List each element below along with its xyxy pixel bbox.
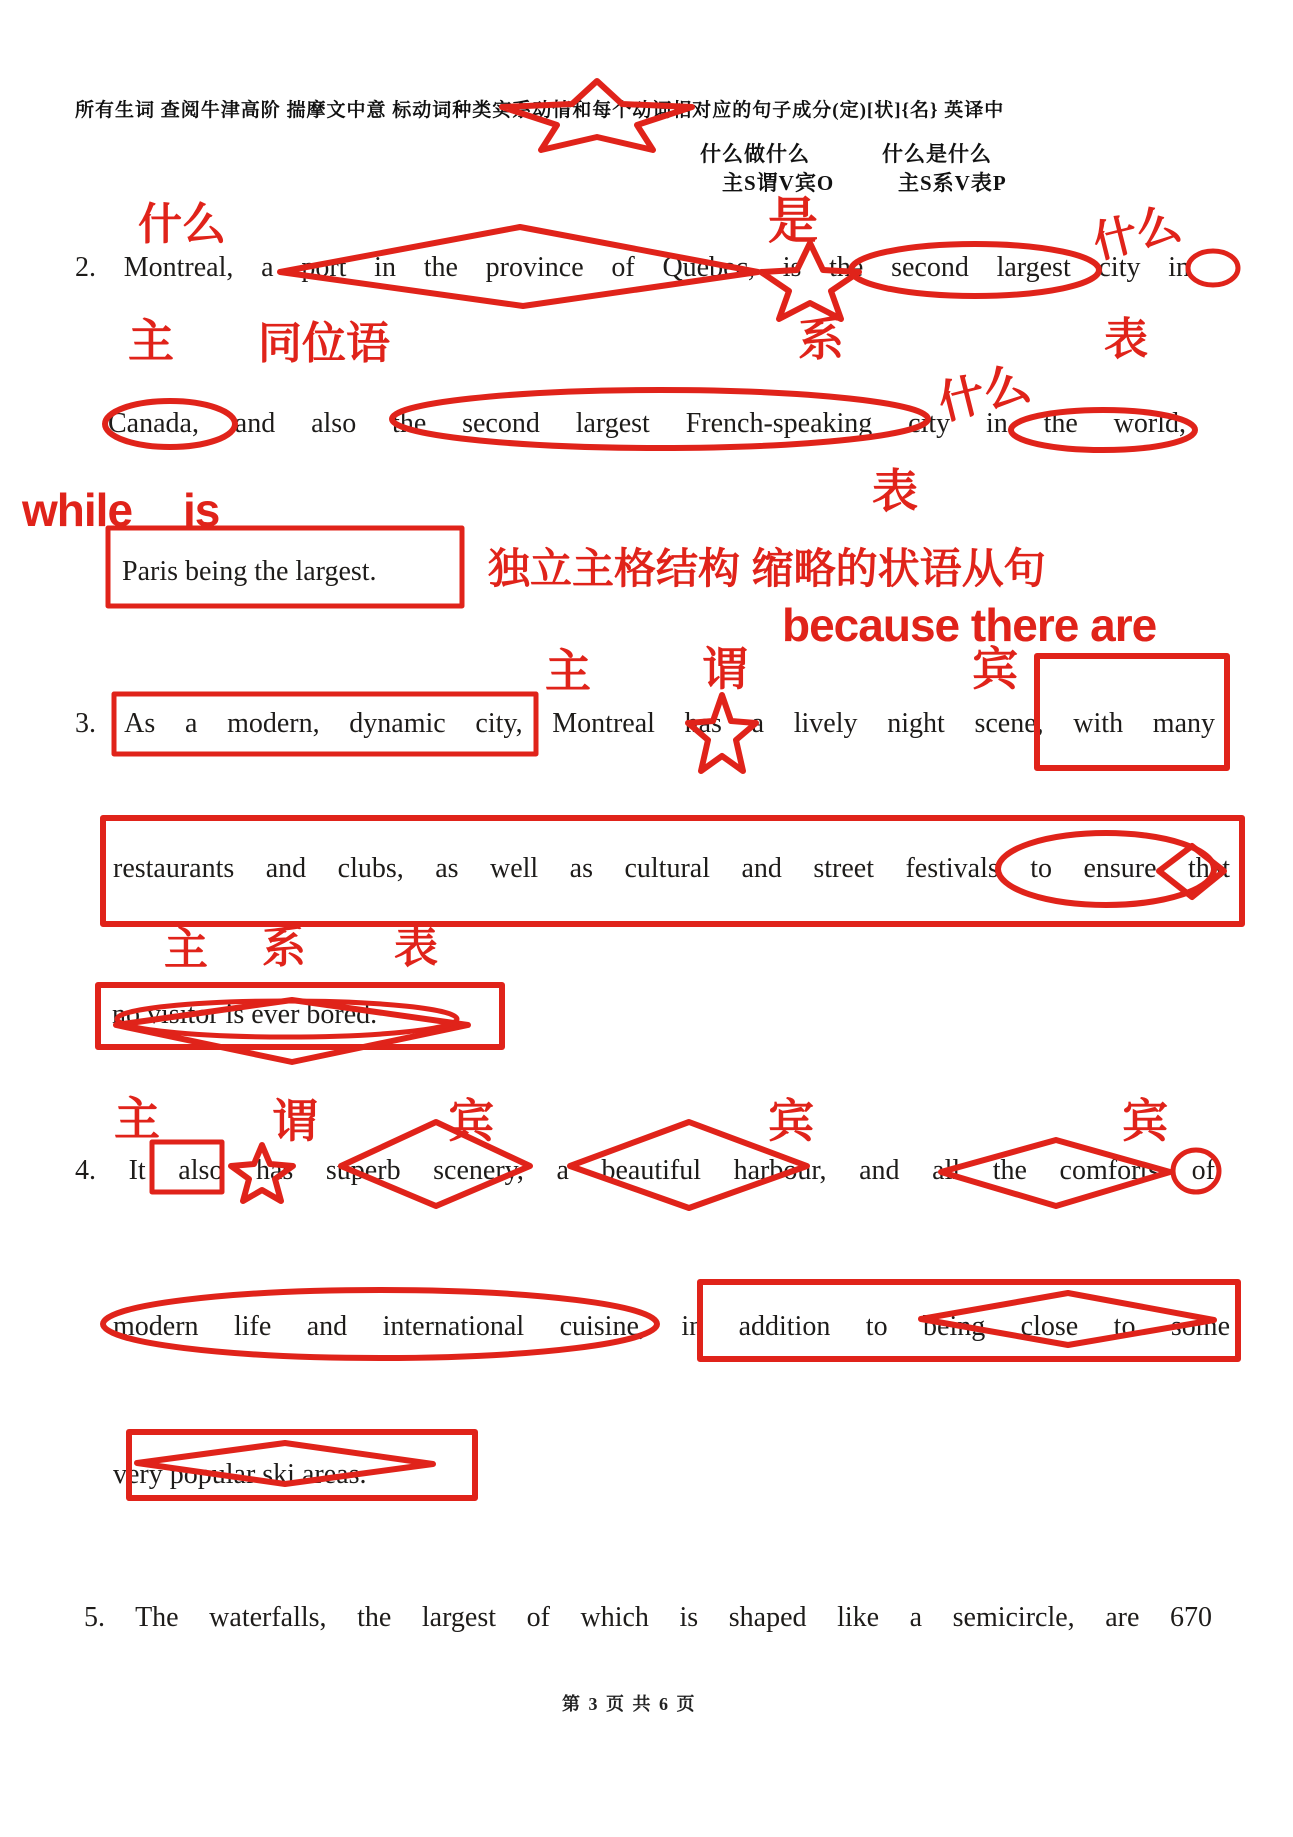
- sentence-4-line-1: 4. It also has superb scenery, a beautiful harbour, and all the comforts of: [75, 1155, 1215, 1186]
- label-predicative-s3-clause: 表: [394, 923, 438, 972]
- sentence-2-line-3: Paris being the largest.: [122, 556, 377, 587]
- label-linking-verb-s3-clause: 系: [262, 923, 306, 972]
- note-is: is: [183, 484, 220, 536]
- label-subject-s4: 主: [114, 1093, 160, 1145]
- label-what-subject-s2: 什么: [138, 200, 226, 249]
- sentence-5-line-1: 5. The waterfalls, the largest of which is shaped like a semicircle, are 670: [84, 1602, 1212, 1633]
- label-object1-s4: 宾: [448, 1095, 494, 1147]
- sentence-3-line-2: restaurants and clubs, as well as cultural and street festivals to ensure that: [113, 853, 1230, 884]
- label-object-s3: 宾: [972, 643, 1018, 695]
- label-appositive-s2: 同位语: [258, 319, 390, 368]
- label-object3-s4: 宾: [1122, 1095, 1168, 1147]
- label-be-s2: 是: [768, 193, 818, 249]
- label-predicate-s4: 谓: [272, 1095, 318, 1147]
- sentence-2-line-1: 2. Montreal, a port in the province of Quebec, is the second largest city in: [75, 252, 1190, 283]
- note-because-there-are: because there are: [782, 599, 1157, 651]
- sentence-4-line-3: very popular ski areas.: [113, 1459, 367, 1490]
- header-pattern-be: 什么是什么: [882, 142, 992, 166]
- header-formula-svo: 主S谓V宾O: [722, 171, 835, 195]
- sentence-4-line-2: modern life and international cuisine, in addition to being close to some: [113, 1311, 1230, 1342]
- annotation-circle-in: [1188, 251, 1238, 285]
- header-pattern-do: 什么做什么: [700, 142, 810, 166]
- header-formula-svp: 主S系V表P: [898, 171, 1007, 195]
- label-predicative-a-s2: 表: [1104, 315, 1148, 364]
- page-number-footer: 第 3 页 共 6 页: [562, 1694, 697, 1714]
- label-what-predicative1-s2: 什么: [1088, 199, 1186, 268]
- sentence-3-line-3: no visitor is ever bored.: [112, 999, 378, 1030]
- sentence-2-line-2: Canada, and also the second largest French-speaking city in the world,: [108, 408, 1186, 439]
- sentence-3-line-1: 3. As a modern, dynamic city, Montreal has a lively night scene, with many: [75, 708, 1215, 739]
- label-predicate-s3: 谓: [702, 643, 748, 695]
- label-subject-s2: 主: [128, 315, 174, 367]
- note-while: while: [22, 484, 133, 536]
- note-absolute-construction: 独立主格结构 缩略的状语从句: [488, 545, 1046, 592]
- label-subject-s3: 主: [545, 645, 591, 697]
- header-instructions: 所有生词 查阅牛津高阶 揣摩文中意 标动词种类实系动情和每个动词相对应的句子成分(定)[状]{名} 英译中: [75, 100, 1005, 121]
- label-object2-s4: 宾: [768, 1095, 814, 1147]
- label-linking-verb-s2: 系: [798, 313, 844, 365]
- label-predicative-b-s2: 表: [872, 465, 918, 517]
- label-subject-s3-clause: 主: [164, 925, 208, 974]
- label-what-predicative2-s2: 什么: [933, 356, 1035, 430]
